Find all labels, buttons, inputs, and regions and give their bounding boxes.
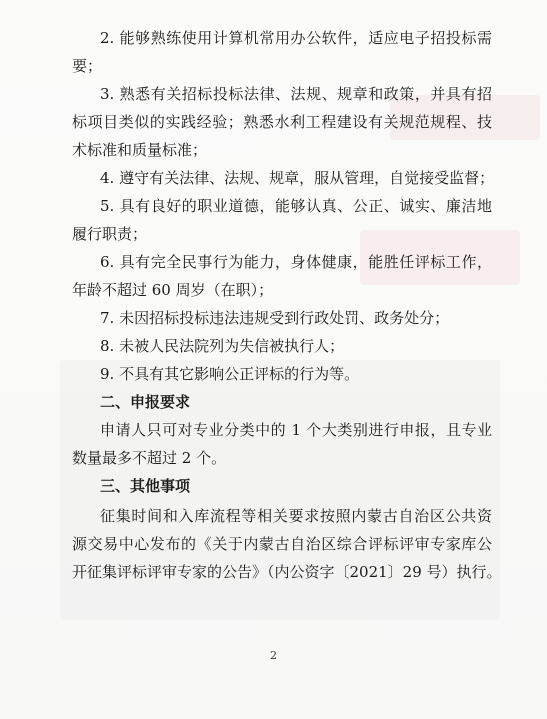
item-6-line-2: 年龄不超过 60 周岁（在职）； (72, 281, 274, 299)
item-4-line-1: 4. 遵守有关法律、法规、规章，服从管理，自觉接受监督； (100, 169, 495, 187)
section-3-line-1: 征集时间和入库流程等相关要求按照内蒙古自治区公共资 (100, 507, 492, 525)
item-7-line-1: 7. 未因招标投标违法违规受到行政处罚、政务处分； (100, 309, 450, 327)
item-3-line-3: 术标准和质量标准； (72, 141, 208, 159)
item-6-line-1: 6. 具有完全民事行为能力，身体健康，能胜任评标工作， (100, 253, 492, 271)
item-5-line-1: 5. 具有良好的职业道德，能够认真、公正、诚实、廉洁地 (100, 197, 492, 215)
section-heading-application: 二、申报要求 (100, 393, 191, 411)
section-3-line-2: 源交易中心发布的《关于内蒙古自治区综合评标评审专家库公 (72, 535, 492, 553)
section-heading-other: 三、其他事项 (100, 477, 191, 495)
page-number: 2 (270, 649, 277, 662)
item-9-line-1: 9. 不具有其它影响公正评标的行为等。 (100, 365, 360, 383)
item-8-line-1: 8. 未被人民法院列为失信被执行人； (100, 337, 345, 355)
item-5-line-2: 履行职责； (72, 225, 148, 243)
item-3-line-1: 3. 熟悉有关招标投标法律、法规、规章和政策，并具有招 (100, 85, 492, 103)
item-2-line-2: 要； (72, 57, 103, 75)
section-2-line-2: 数量最多不超过 2 个。 (72, 449, 227, 467)
item-2-line-1: 2. 能够熟练使用计算机常用办公软件，适应电子招投标需 (100, 29, 492, 47)
section-3-line-3: 开征集评标评审专家的公告》（内公资字〔2021〕29 号）执行。 (72, 563, 502, 581)
item-3-line-2: 标项目类似的实践经验；熟悉水利工程建设有关规范规程、技 (72, 113, 492, 131)
section-2-line-1: 申请人只可对专业分类中的 1 个大类别进行申报，且专业 (100, 421, 492, 439)
